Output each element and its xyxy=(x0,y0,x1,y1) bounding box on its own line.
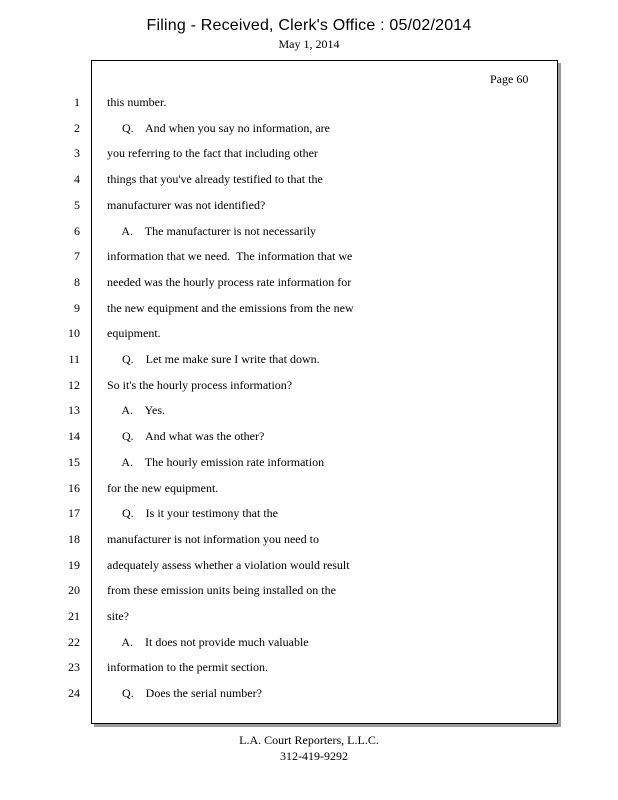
transcript-line: Q. And what was the other? xyxy=(107,429,265,443)
transcript-line: you referring to the fact that including other xyxy=(107,146,318,160)
line-number: 23 xyxy=(68,660,80,674)
page-number: Page 60 xyxy=(490,72,529,86)
line-number: 22 xyxy=(68,635,80,649)
transcript-line: So it's the hourly process information? xyxy=(107,378,293,392)
transcript-line: the new equipment and the emissions from the new xyxy=(107,301,354,315)
line-number: 14 xyxy=(68,429,80,443)
line-number: 19 xyxy=(68,558,80,572)
line-number: 20 xyxy=(68,583,80,597)
line-number: 12 xyxy=(68,378,80,392)
line-number: 3 xyxy=(74,146,80,160)
transcript-line: manufacturer was not identified? xyxy=(107,198,266,212)
line-number: 24 xyxy=(68,686,80,700)
line-number: 15 xyxy=(68,455,80,469)
transcript-line: needed was the hourly process rate information for xyxy=(107,275,352,289)
transcript-line: this number. xyxy=(107,95,167,109)
line-number: 2 xyxy=(74,121,80,135)
transcript-line: A. Yes. xyxy=(107,403,166,417)
line-number: 9 xyxy=(74,301,80,315)
line-number: 8 xyxy=(74,275,80,289)
line-number: 13 xyxy=(68,403,80,417)
transcript-line: manufacturer is not information you need to xyxy=(107,532,319,546)
line-number: 18 xyxy=(68,532,80,546)
transcript-line: Q. And when you say no information, are xyxy=(107,121,330,135)
reporter-phone: 312-419-9292 xyxy=(280,749,348,763)
line-number: 1 xyxy=(74,95,80,109)
line-number: 11 xyxy=(68,352,80,366)
transcript-date: May 1, 2014 xyxy=(278,37,340,51)
line-number: 16 xyxy=(68,481,80,495)
transcript-line: information to the permit section. xyxy=(107,660,268,674)
line-number: 7 xyxy=(74,249,80,263)
transcript-line: from these emission units being installed on the xyxy=(107,583,336,597)
line-number: 17 xyxy=(68,506,80,520)
transcript-line: information that we need. The information that we xyxy=(107,249,353,263)
line-number: 4 xyxy=(74,172,80,186)
transcript-line: A. The hourly emission rate information xyxy=(107,455,325,469)
transcript-line: things that you've already testified to that the xyxy=(107,172,323,186)
transcript-line: A. It does not provide much valuable xyxy=(107,635,309,649)
line-number: 10 xyxy=(68,326,80,340)
transcript-line: Q. Let me make sure I write that down. xyxy=(107,352,320,366)
transcript-line: Q. Is it your testimony that the xyxy=(107,506,278,520)
transcript-line: adequately assess whether a violation would result xyxy=(107,558,350,572)
transcript-line: for the new equipment. xyxy=(107,481,219,495)
line-number: 5 xyxy=(74,198,80,212)
filing-stamp: Filing - Received, Clerk's Office : 05/02/2014 xyxy=(146,17,472,34)
line-number: 6 xyxy=(74,224,80,238)
transcript-line: site? xyxy=(107,609,129,623)
line-number: 21 xyxy=(68,609,80,623)
reporter-company: L.A. Court Reporters, L.L.C. xyxy=(239,733,379,747)
transcript-line: A. The manufacturer is not necessarily xyxy=(107,224,317,238)
transcript-line: Q. Does the serial number? xyxy=(107,686,262,700)
transcript-line: equipment. xyxy=(107,326,161,340)
